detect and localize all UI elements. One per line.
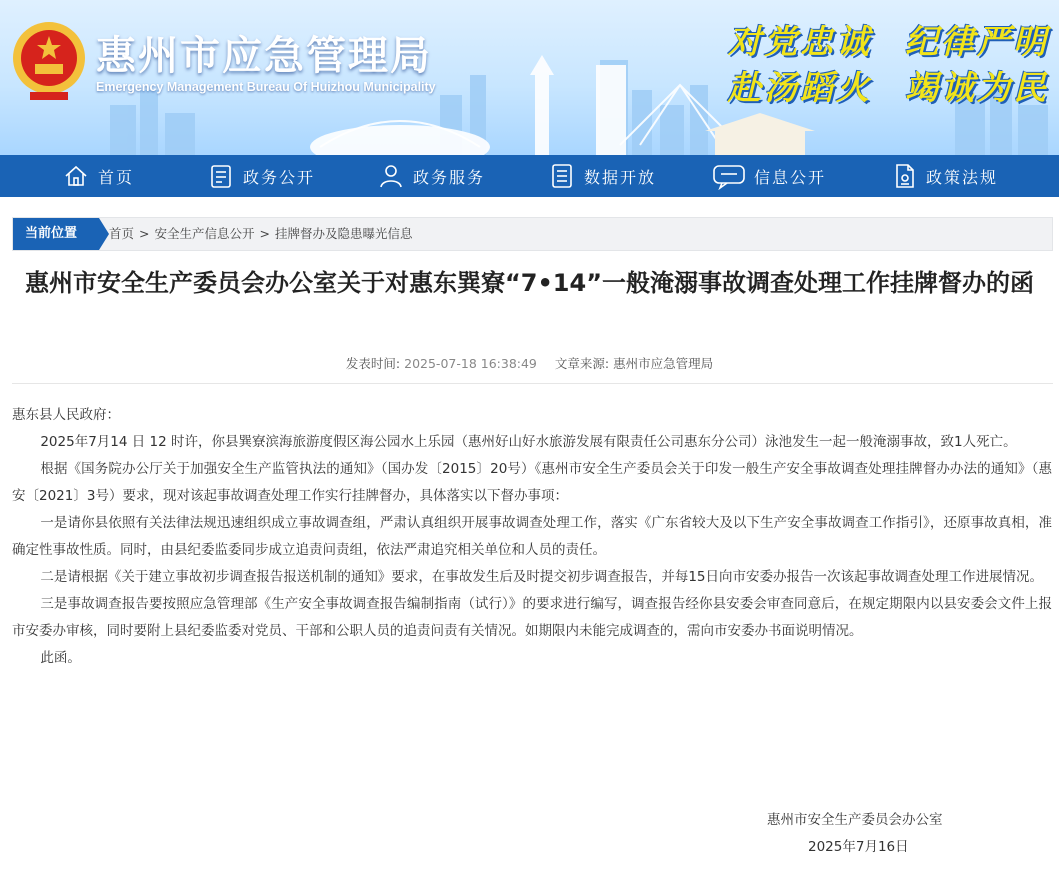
signature-date: 2025年7月16日 xyxy=(808,839,909,855)
divider xyxy=(12,383,1053,384)
article-body xyxy=(12,402,1052,672)
slogan: 纪律严明 xyxy=(905,22,1049,61)
body-paragraph: 2025年7月14 日 12 时许，你县巽寮滨海旅游度假区海公园水上乐园（惠州好山好水旅游发展有限责任公司惠东分公司）泳池发生一起一般淹溺事故，致1人死亡。 xyxy=(40,434,1017,450)
nav-label: 政务公开 xyxy=(243,167,316,187)
nav-label: 政策法规 xyxy=(926,167,999,187)
nav-item-government-services[interactable] xyxy=(377,155,485,197)
site-title: 惠州市应急管理局 xyxy=(96,33,432,79)
breadcrumb-link-home[interactable]: 首页 xyxy=(109,226,135,241)
document-icon xyxy=(207,162,235,190)
national-emblem-logo xyxy=(10,18,88,104)
slogan: 竭诚为民 xyxy=(905,68,1049,107)
nav-item-policies-regulations[interactable] xyxy=(890,155,998,197)
breadcrumb-separator: > xyxy=(139,226,150,241)
breadcrumb-link-supervision[interactable]: 挂牌督办及隐患曝光信息 xyxy=(275,226,413,241)
source-label: 文章来源: xyxy=(554,356,610,371)
nav-label: 政务服务 xyxy=(413,167,486,187)
law-icon xyxy=(890,162,918,190)
publish-time-label: 发表时间: xyxy=(345,356,401,371)
body-paragraph: 根据《国务院办公厅关于加强安全生产监管执法的通知》（国办发〔2015〕20号）《惠州市安全生产委员会关于印发一般生产安全事故调查处理挂牌督办办法的通知》（惠安〔2021〕3号）要求，现对该起事故调查处理工作实行挂牌督办，具体落实以下督办事项： xyxy=(12,461,1052,504)
user-service-icon xyxy=(377,162,405,190)
article-title: 惠州市安全生产委员会办公室关于对惠东巽寮“7•14”一般淹溺事故调查处理工作挂牌督办的函 xyxy=(25,269,1034,297)
main-nav xyxy=(0,155,1059,197)
breadcrumb xyxy=(12,217,1053,251)
home-icon xyxy=(62,162,90,190)
slogan: 赴汤蹈火 xyxy=(728,68,872,107)
breadcrumb-separator: > xyxy=(259,226,270,241)
nav-label: 首页 xyxy=(98,167,135,187)
article-meta xyxy=(0,354,1059,372)
body-paragraph: 三是事故调查报告要按照应急管理部《生产安全事故调查报告编制指南（试行）》的要求进行编写，调查报告经你县安委会审查同意后，在规定期限内以县安委会文件上报市安委办审核，同时要附上县纪委监委对党员、干部和公职人员的追责问责有关情况。如期限内未能完成调查的，需向市安委办书面说明情况。 xyxy=(12,596,1052,639)
nav-label: 数据开放 xyxy=(584,167,657,187)
signature-organization: 惠州市安全生产委员会办公室 xyxy=(767,812,943,828)
breadcrumb-tag: 当前位置 xyxy=(13,218,99,250)
nav-item-information-disclosure[interactable] xyxy=(712,155,826,197)
salutation: 惠东县人民政府： xyxy=(12,407,120,423)
body-paragraph: 一是请你县依照有关法律法规迅速组织成立事故调查组，严肃认真组织开展事故调查处理工作，落实《广东省较大及以下生产安全事故调查工作指引》，还原事故真相，准确定性事故性质。同时，由县纪委监委同步成立追责问责组，依法严肃追究相关单位和人员的责任。 xyxy=(12,515,1052,558)
nav-label: 信息公开 xyxy=(754,167,827,187)
closing-line: 此函。 xyxy=(40,650,81,666)
list-icon xyxy=(548,162,576,190)
nav-item-open-data[interactable] xyxy=(548,155,656,197)
nav-item-government-affairs[interactable] xyxy=(207,155,315,197)
chat-icon xyxy=(712,162,746,190)
body-paragraph: 二是请根据《关于建立事故初步调查报告报送机制的通知》要求，在事故发生后及时提交初步调查报告，并每15日向市安委办报告一次该起事故调查处理工作进展情况。 xyxy=(40,569,1044,585)
article-source: 惠州市应急管理局 xyxy=(613,356,714,371)
slogan: 对党忠诚 xyxy=(728,22,872,61)
site-subtitle: Emergency Management Bureau Of Huizhou Municipality xyxy=(96,80,436,94)
site-banner xyxy=(0,0,1059,155)
nav-item-home[interactable] xyxy=(62,155,134,197)
breadcrumb-path xyxy=(109,218,413,250)
publish-time: 2025-07-18 16:38:49 xyxy=(404,356,537,371)
breadcrumb-link-safety-info[interactable]: 安全生产信息公开 xyxy=(154,226,255,241)
